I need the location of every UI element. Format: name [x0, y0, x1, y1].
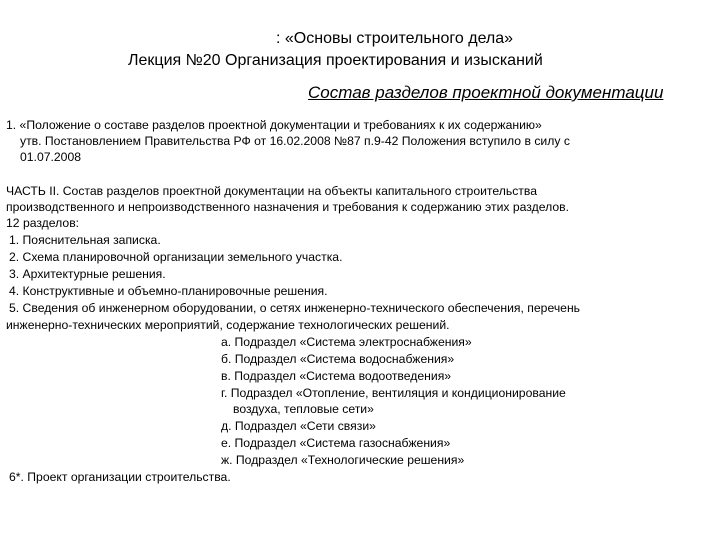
section1-line3: 01.07.2008 — [20, 150, 81, 164]
section-item-6: 6*. Проект организации строительства. — [9, 470, 231, 484]
course-title: : «Основы строительного дела» — [276, 30, 514, 47]
section-item: 5. Сведения об инженерном оборудовании, о сетях инженерно-технического обеспечения, перечень — [9, 301, 581, 315]
subsection-item: в. Подраздел «Система водоотведения» — [221, 369, 452, 383]
subsection-item: г. Подраздел «Отопление, вентиляция и кондиционирование — [221, 386, 566, 400]
section-item: 4. Конструктивные и объемно-планировочные решения. — [9, 284, 328, 298]
part2-line2: производственного и непроизводственного назначения и требования к содержанию этих разделов. — [6, 200, 569, 214]
section1-line1: 1. «Положение о составе разделов проектной документации и требованиях к их содержанию» — [6, 118, 542, 132]
part2-line1: ЧАСТЬ II. Состав разделов проектной документации на объекты капитального строительства — [6, 184, 537, 198]
section1-line2: утв. Постановлением Правительства РФ от 16.02.2008 №87 п.9-42 Положения вступило в силу с — [20, 134, 570, 148]
section-item: 1. Пояснительная записка. — [9, 233, 161, 247]
subsection-item-continuation: воздуха, тепловые сети» — [233, 402, 374, 416]
section-item: 2. Схема планировочной организации земельного участка. — [9, 250, 343, 264]
sections-count: 12 разделов: — [6, 216, 80, 230]
subsection-item: б. Подраздел «Система водоснабжения» — [221, 352, 455, 366]
lecture-title: Лекция №20 Организация проектирования и изысканий — [128, 52, 543, 69]
subtitle: Состав разделов проектной документации — [308, 83, 664, 102]
subsection-item: а. Подраздел «Система электроснабжения» — [221, 335, 472, 349]
section-item: 3. Архитектурные решения. — [9, 267, 166, 281]
subsection-item: д. Подраздел «Сети связи» — [221, 419, 376, 433]
subsection-item: е. Подраздел «Система газоснабжения» — [221, 436, 451, 450]
subsection-item: ж. Подраздел «Технологические решения» — [221, 453, 465, 467]
section-item-continuation: инженерно-технических мероприятий, содержание технологических решений. — [6, 318, 450, 332]
